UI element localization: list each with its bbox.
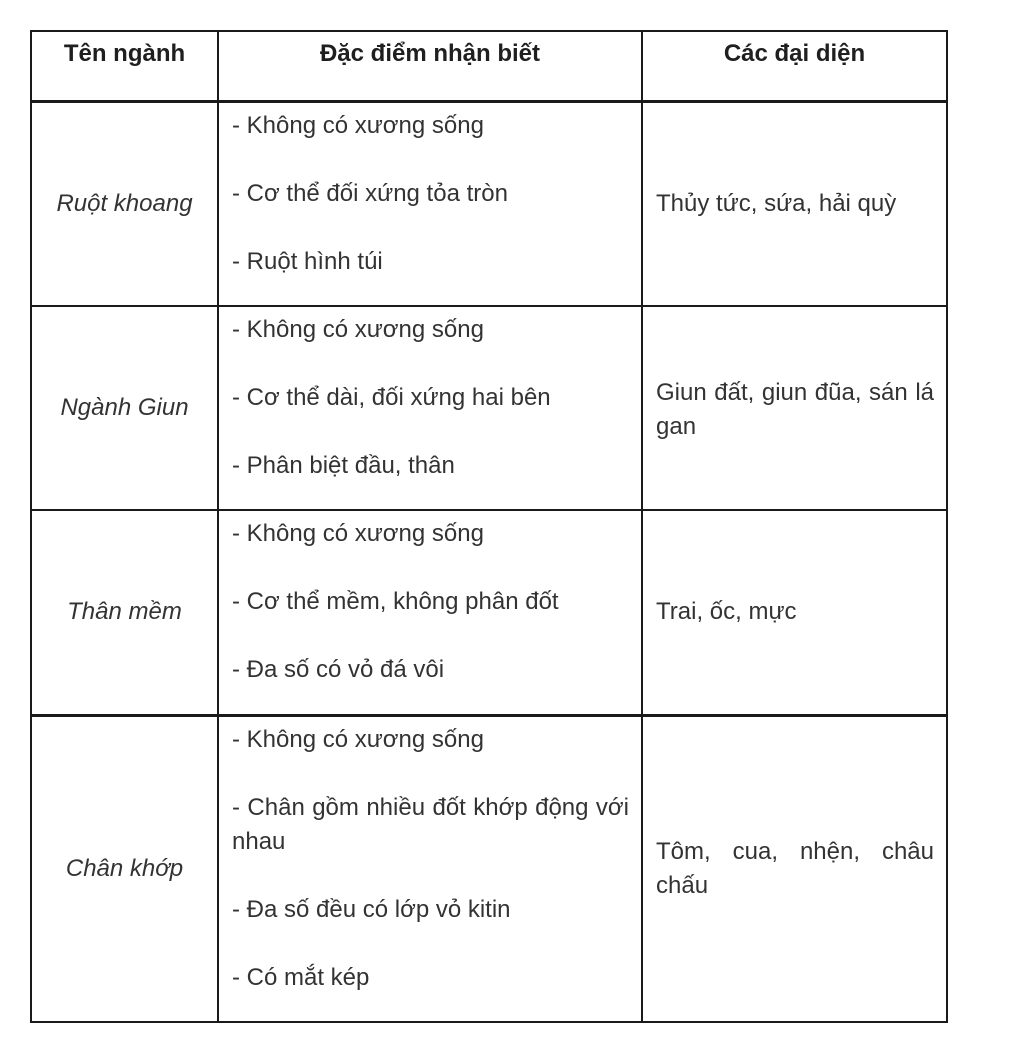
trait-item: - Ruột hình túi [232,247,383,275]
trait-item: - Cơ thể mềm, không phân đốt [232,588,559,615]
trait-item: - Không có xương sống [232,316,484,343]
representatives-cell: Giun đất, giun đũa, sán lá gan [642,306,947,510]
trait-item: - Đa số đều có lớp vỏ kitin [232,895,511,923]
trait-item: - Cơ thể dài, đối xứng hai bên [232,384,551,411]
trait-item: - Không có xương sống [232,111,484,139]
trait-item: - Chân gồm nhiều đốt khớp động với nhau [232,793,629,855]
header-representatives: Các đại diện [642,31,947,101]
traits-cell [218,510,642,715]
trait-item: - Có mắt kép [232,963,370,991]
trait-item: - Không có xương sống [232,520,484,547]
representatives-cell: Thủy tức, sứa, hải quỳ [642,101,947,306]
traits-cell [218,306,642,510]
trait-item: - Đa số có vỏ đá vôi [232,656,445,683]
phylum-name: Chân khớp [31,715,218,1022]
phylum-name: Ngành Giun [31,306,218,510]
traits-cell [218,101,642,306]
trait-item: - Phân biệt đầu, thân [232,452,455,479]
representatives-cell: Tôm, cua, nhện, châu chấu [642,715,947,1022]
traits-cell [218,715,642,1022]
phylum-name: Ruột khoang [31,101,218,306]
header-name: Tên ngành [31,31,218,101]
representatives-cell: Trai, ốc, mực [642,510,947,715]
header-traits: Đặc điểm nhận biết [218,31,642,101]
trait-item: - Không có xương sống [232,725,484,753]
table-row [31,306,947,510]
phylum-name: Thân mềm [31,510,218,715]
table-row [31,715,947,1022]
classification-table [30,30,948,1023]
trait-item: - Cơ thể đối xứng tỏa tròn [232,179,508,207]
table-row [31,510,947,715]
table-row [31,101,947,306]
header-row [31,31,947,101]
